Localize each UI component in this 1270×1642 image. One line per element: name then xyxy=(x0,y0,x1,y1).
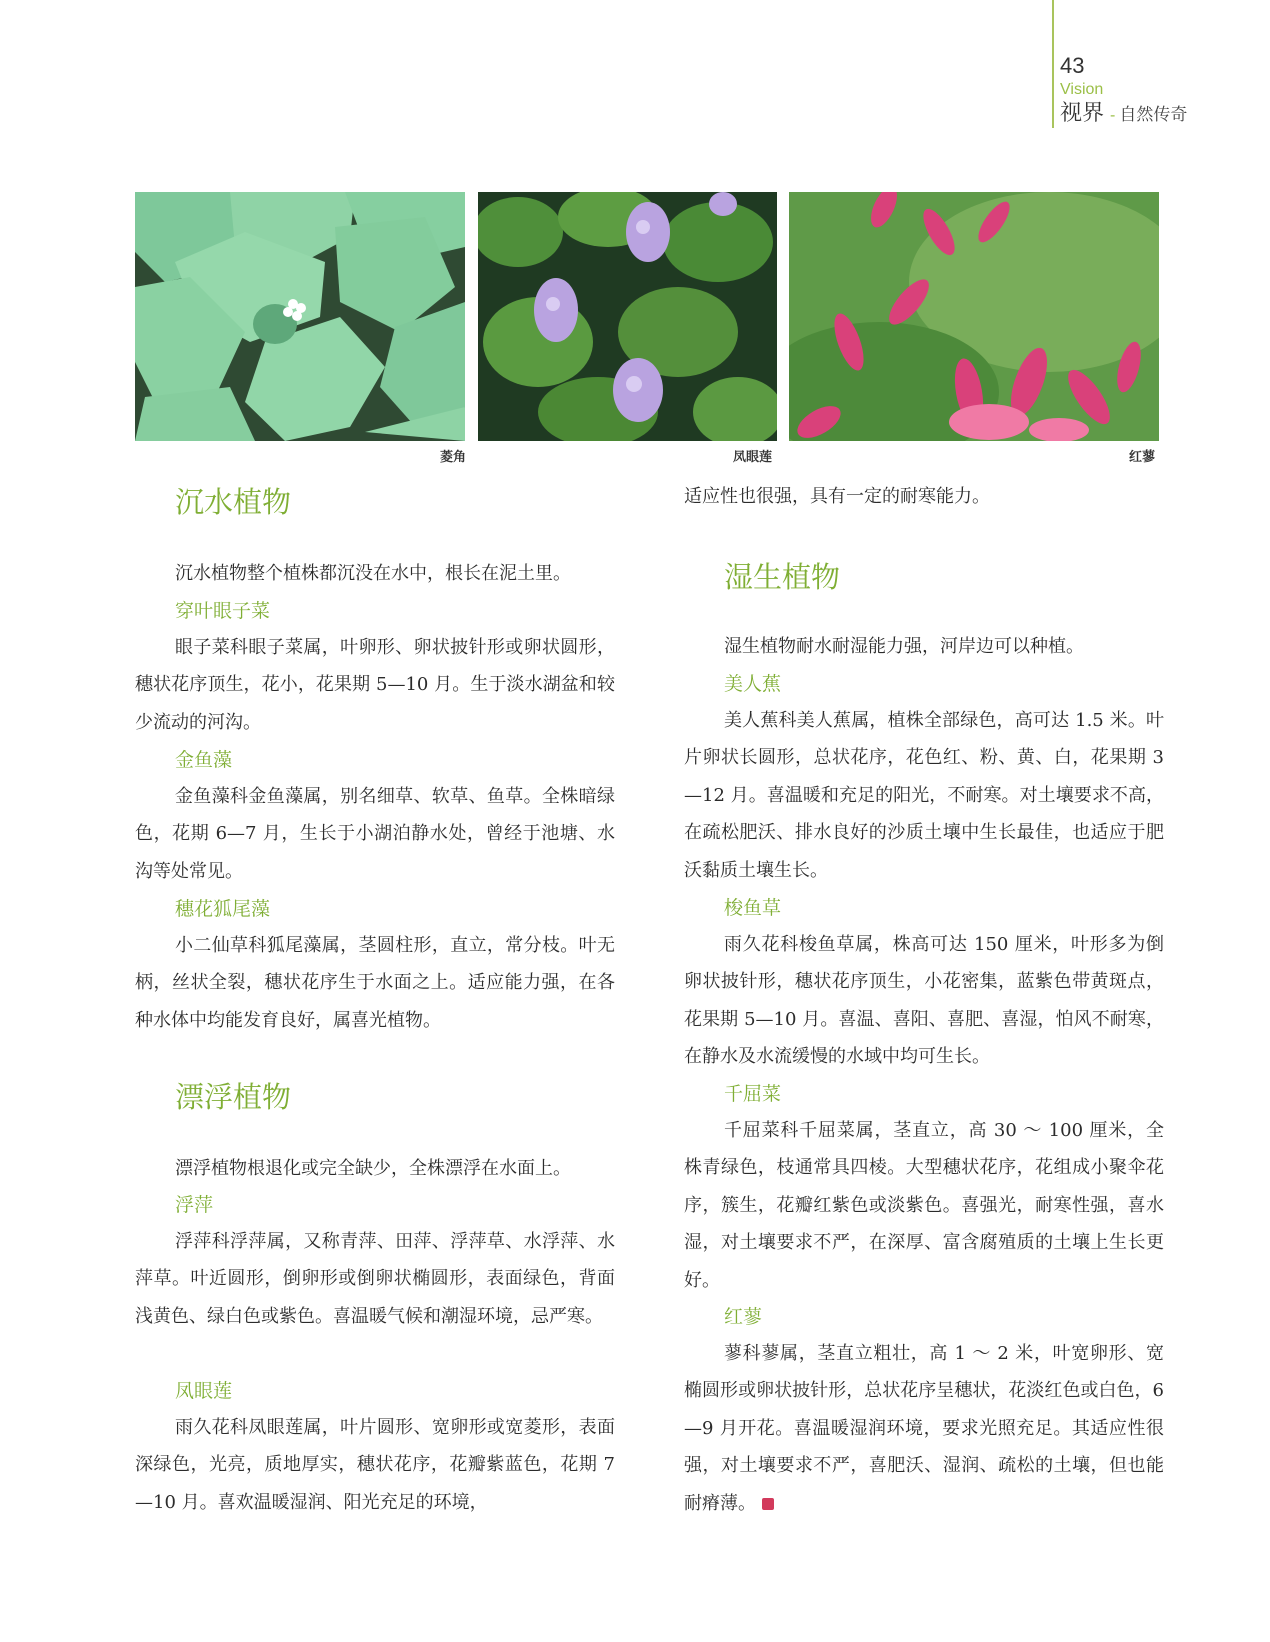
section-title xyxy=(1060,102,1187,124)
heading-floating-plants: 漂浮植物 xyxy=(175,1080,292,1114)
heading-submerged-plants: 沉水植物 xyxy=(175,485,292,519)
subheading-plant: 穿叶眼子菜 xyxy=(175,600,271,622)
paragraph: 沉水植物整个植株都沉没在水中，根长在泥土里。 xyxy=(175,563,571,584)
photo-caption: 凤眼莲 xyxy=(733,450,773,465)
paragraph-continued: 适应性也很强，具有一定的耐寒能力。 xyxy=(684,486,990,507)
section-separator: - xyxy=(1110,107,1116,124)
paragraph: 金鱼藻科金鱼藻属，别名细草、软草、鱼草。全株暗绿色，花期 6—7 月，生长于小湖泊静水处，曾经于池塘、水沟等处常见。 xyxy=(135,786,615,882)
paragraph: 雨久花科梭鱼草属，株高可达 150 厘米，叶形多为倒卵状披针形，穗状花序顶生，小花密集，蓝紫色带黄斑点，花果期 5—10 月。喜温、喜阳、喜肥、喜湿，怕风不耐寒，在静水及水流缓慢的水域中均可生长。 xyxy=(684,934,1164,1068)
photo-water-caltrop xyxy=(135,192,465,441)
paragraph: 千屈菜科千屈菜属，茎直立，高 30 ～ 100 厘米，全株青绿色，枝通常具四棱。大型穗状花序，花组成小聚伞花序，簇生，花瓣红紫色或淡紫色。喜强光，耐寒性强，喜水湿，对土壤要求不严，在深厚、富含腐殖质的土壤上生长更好。 xyxy=(684,1120,1164,1291)
paragraph: 湿生植物耐水耐湿能力强，河岸边可以种植。 xyxy=(724,636,1084,657)
subheading-plant: 红蓼 xyxy=(724,1306,763,1328)
paragraph-text: 蓼科蓼属，茎直立粗壮，高 1 ～ 2 米，叶宽卵形、宽椭圆形或卵状披针形，总状花序呈穗状，花淡红色或白色，6—9 月开花。喜温暖湿润环境，要求光照充足。其适应性很强，对土壤要求不严，喜肥沃、湿润、疏松的土壤，但也能耐瘠薄。 xyxy=(684,1343,1164,1514)
subsection-name: 自然传奇 xyxy=(1119,105,1188,124)
photo-water-hyacinth xyxy=(478,192,777,441)
vision-label: Vision xyxy=(1060,81,1104,98)
article-end-mark xyxy=(762,1498,774,1510)
page-number: 43 xyxy=(1060,53,1085,78)
subheading-plant: 美人蕉 xyxy=(724,673,782,695)
paragraph-final xyxy=(684,1335,1164,1522)
subheading-plant: 梭鱼草 xyxy=(724,897,782,919)
paragraph: 眼子菜科眼子菜属，叶卵形、卵状披针形或卵状圆形，穗状花序顶生，花小，花果期 5—10 月。生于淡水湖盆和较少流动的河沟。 xyxy=(135,637,615,733)
header-divider xyxy=(1052,0,1054,128)
paragraph: 浮萍科浮萍属，又称青萍、田萍、浮萍草、水浮萍、水萍草。叶近圆形，倒卵形或倒卵状椭圆形，表面绿色，背面浅黄色、绿白色或紫色。喜温暖气候和潮湿环境，忌严寒。 xyxy=(135,1231,615,1327)
paragraph: 雨久花科凤眼莲属，叶片圆形、宽卵形或宽菱形，表面深绿色，光亮，质地厚实，穗状花序，花瓣紫蓝色，花期 7—10 月。喜欢温暖湿润、阳光充足的环境， xyxy=(135,1417,615,1513)
paragraph: 漂浮植物根退化或完全缺少，全株漂浮在水面上。 xyxy=(175,1158,571,1179)
subheading-plant: 凤眼莲 xyxy=(175,1380,233,1402)
photo-red-knotweed xyxy=(789,192,1159,441)
subheading-plant: 穗花狐尾藻 xyxy=(175,898,271,920)
section-name: 视界 xyxy=(1060,100,1105,125)
photo-caption: 菱角 xyxy=(440,450,467,465)
subheading-plant: 浮萍 xyxy=(175,1194,214,1216)
paragraph: 小二仙草科狐尾藻属，茎圆柱形，直立，常分枝。叶无柄，丝状全裂，穗状花序生于水面之上。适应能力强，在各种水体中均能发育良好，属喜光植物。 xyxy=(135,935,615,1031)
heading-wetland-plants: 湿生植物 xyxy=(724,560,841,594)
subheading-plant: 金鱼藻 xyxy=(175,749,233,771)
subheading-plant: 千屈菜 xyxy=(724,1083,782,1105)
paragraph: 美人蕉科美人蕉属，植株全部绿色，高可达 1.5 米。叶片卵状长圆形，总状花序，花色红、粉、黄、白，花果期 3—12 月。喜温暖和充足的阳光，不耐寒。对土壤要求不高，在疏松肥沃、排水良好的沙质土壤中生长最佳，也适应于肥沃黏质土壤生长。 xyxy=(684,710,1164,881)
photo-caption: 红蓼 xyxy=(1129,450,1156,465)
